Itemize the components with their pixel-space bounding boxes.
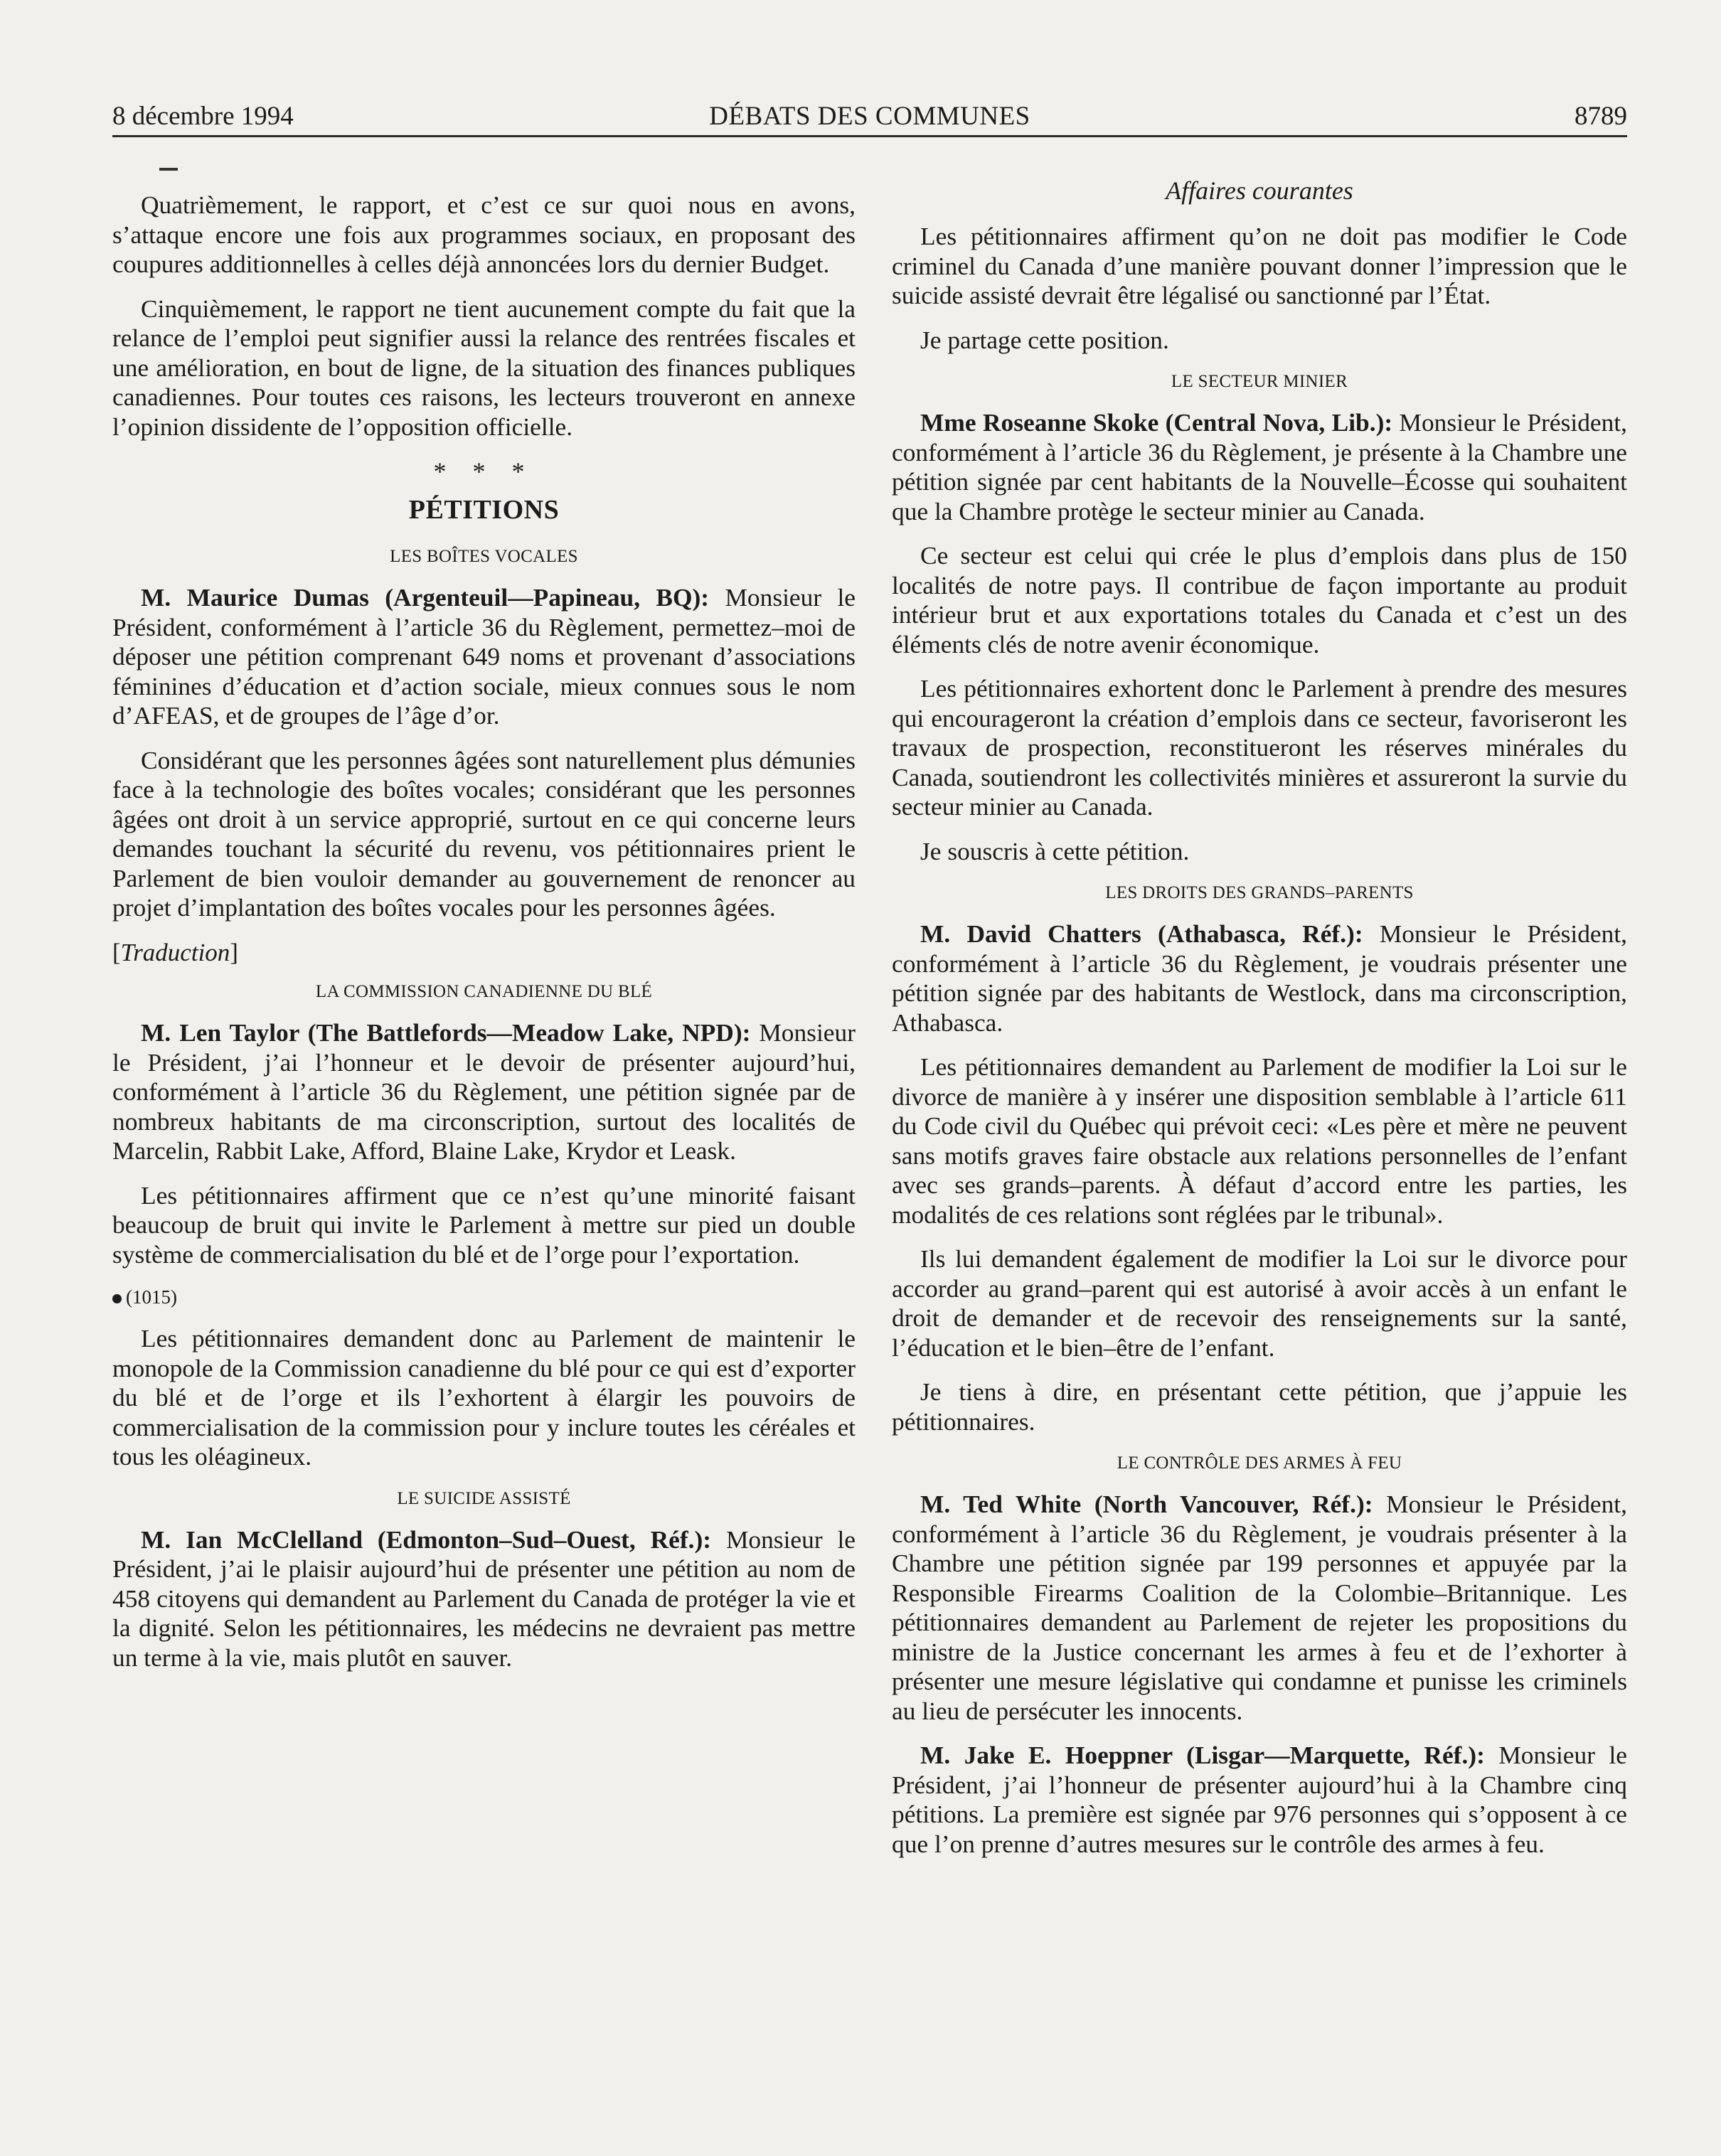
paragraph: Considérant que les personnes âgées sont naturellement plus démunies face à la technologie des boîtes vocales; considérant que les personnes âgées ont droit à un service approprié, surtout en ce qui concerne leurs demandes touchant la sécurité du revenu, vos pétitionnaires prient le Parlement de bien vouloir demander au gouvernement de renoncer au projet d’implantation des boîtes vocales pour les personnes âgées. — [112, 745, 856, 922]
section-title: PÉTITIONS — [408, 494, 560, 525]
speech-paragraph — [112, 1018, 856, 1166]
speech-text: Monsieur le Président, j’ai l’honneur de présenter aujourd’hui à la Chambre cinq pétitions. La première est signée par 976 personnes qui s’opposent à ce que l’on prenne d’autres mesures sur le contrôle des armes à feu. — [892, 1741, 1627, 1858]
paragraph: Ce secteur est celui qui crée le plus d’emplois dans plus de 150 localités de notre pays. Il contribue de façon importante au produit intérieur brut et aux exportations totales du Canada et c’est un des éléments clés de notre avenir économique. — [892, 541, 1627, 658]
speaker-name: M. Jake E. Hoeppner (Lisgar—Marquette, Réf.): — [920, 1741, 1485, 1769]
paragraph: Ils lui demandent également de modifier la Loi sur le divorce pour accorder au grand–parent qui est autorisé à avoir accès à un enfant le droit de demander et de recevoir des renseignements sur la santé, l’éducation et le bien–être de l’enfant. — [892, 1244, 1627, 1362]
paragraph: Les pétitionnaires affirment que ce n’est qu’une minorité faisant beaucoup de bruit qui invite le Parlement à mettre sur pied un double système de commercialisation du blé et de l’orge pour l’exportation. — [112, 1180, 856, 1269]
right-column — [892, 174, 1627, 1874]
timestamp — [112, 1284, 856, 1310]
speaker-name: Mme Roseanne Skoke (Central Nova, Lib.): — [920, 408, 1393, 437]
margin-dash-mark — [159, 168, 178, 171]
paragraph: Je souscris à cette pétition. — [920, 836, 1190, 865]
speaker-name: M. Maurice Dumas (Argenteuil—Papineau, BQ): — [141, 583, 710, 612]
paragraph: Les pétitionnaires exhortent donc le Parlement à prendre des mesures qui encourageront la création d’emplois dans ce secteur, favoriseront les travaux de prospection, reconstitueront les réserves minérales du Canada, soutiendront les collectivités minières et assureront la survie du secteur minier au Canada. — [892, 674, 1627, 821]
speech-text: Monsieur le Président, j’ai le plaisir aujourd’hui de présenter une pétition au nom de 458 citoyens qui demandent au Parlement du Canada de protéger la vie et la dignité. Selon les pétitionnaires, les médecins ne devraient pas mettre un terme à la vie, mais plutôt en sauver. — [112, 1525, 856, 1672]
page-number: 8789 — [1575, 102, 1627, 131]
paragraph: Je tiens à dire, en présentant cette pétition, que j’appuie les pétitionnaires. — [892, 1377, 1627, 1436]
speech-paragraph — [112, 583, 856, 731]
speaker-name: M. Len Taylor (The Battlefords—Meadow Lake, NPD): — [141, 1018, 751, 1047]
section-separator: * * * — [433, 457, 535, 486]
translation-note: [Traduction] — [112, 938, 238, 966]
speech-text: Monsieur le Président, conformément à l’article 36 du Règlement, je voudrais présenter à la Chambre une pétition signée par 199 personnes et appuyée par la Responsible Firearms Coalition de la Colombie–Britannique. Les pétitionnaires demandent au Parlement de rejeter les propositions du ministre de la Justice concernant les armes à feu et de l’exhorter à présenter une mesure législative qui condamne et punisse les criminels au lieu de persécuter les innocents. — [892, 1490, 1627, 1725]
left-column — [112, 191, 856, 1687]
speech-paragraph — [892, 1490, 1627, 1726]
speech-text: Monsieur le Président, conformément à l’article 36 du Règlement, je voudrais présenter une pétition signée par des habitants de Westlock, dans ma circonscription, Athabasca. — [892, 919, 1627, 1037]
subheading: LA COMMISSION CANADIENNE DU BLÉ — [315, 982, 653, 1001]
paragraph: Quatrièmement, le rapport, et c’est ce sur quoi nous en avons, s’attaque encore une fois aux programmes sociaux, en proposant des coupures additionnelles à celles déjà annoncées lors du dernier Budget. — [112, 191, 856, 278]
speaker-name: M. David Chatters (Athabasca, Réf.): — [920, 919, 1363, 948]
speech-paragraph — [892, 1741, 1627, 1859]
paragraph: Les pétitionnaires affirment qu’on ne doit pas modifier le Code criminel du Canada d’une manière pouvant donner l’impression que le suicide assisté devrait être légalisé ou sanctionné par l’État. — [892, 222, 1627, 309]
subheading: LE SUICIDE ASSISTÉ — [397, 1488, 571, 1508]
paragraph: Cinquièmement, le rapport ne tient aucunement compte du fait que la relance de l’emploi peut signifier aussi la relance des rentrées fiscales et une amélioration, en bout de ligne, de la situation des finances publiques canadiennes. Pour toutes ces raisons, les lecteurs trouveront en annexe l’opinion dissidente de l’opposition officielle. — [112, 294, 856, 441]
speech-paragraph — [892, 408, 1627, 526]
subheading: LES BOÎTES VOCALES — [390, 547, 578, 566]
subheading: LE CONTRÔLE DES ARMES À FEU — [1117, 1453, 1402, 1473]
page-header — [112, 98, 1627, 137]
bullet-icon — [112, 1294, 122, 1303]
speech-paragraph — [112, 1525, 856, 1673]
paragraph: Les pétitionnaires demandent au Parlement de modifier la Loi sur le divorce de manière à y insérer une disposition semblable à l’article 611 du Code civil du Québec qui prévoit ceci: «Les père et mère ne peuvent sans motifs graves faire obstacle aux relations personnelles de l’enfant avec ses grands–parents. À défaut d’accord entre les parties, les modalités de ces relations sont réglées par le tribunal». — [892, 1052, 1627, 1229]
paragraph: Je partage cette position. — [920, 325, 1169, 354]
speech-text: Monsieur le Président, conformément à l’article 36 du Règlement, je présente à la Chambre une pétition signée par cent habitants de la Nouvelle–Écosse qui souhaitent que la Chambre protège le secteur minier au Canada. — [892, 408, 1627, 525]
speaker-name: M. Ted White (North Vancouver, Réf.): — [920, 1490, 1373, 1518]
header-title: DÉBATS DES COMMUNES — [709, 102, 1030, 131]
running-head: Affaires courantes — [1166, 176, 1353, 205]
subheading: LES DROITS DES GRANDS–PARENTS — [1105, 883, 1414, 902]
subheading: LE SECTEUR MINIER — [1171, 372, 1348, 391]
speaker-name: M. Ian McClelland (Edmonton–Sud–Ouest, Réf.): — [141, 1525, 712, 1554]
speech-paragraph — [892, 919, 1627, 1037]
speech-text: Monsieur le Président, j’ai l’honneur et le devoir de présenter aujourd’hui, conformément à l’article 36 du Règlement, une pétition signée par de nombreux habitants de ma circonscription, surtout des localités de Marcelin, Rabbit Lake, Afford, Blaine Lake, Krydor et Leask. — [112, 1018, 856, 1165]
speech-text: Monsieur le Président, conformément à l’article 36 du Règlement, permettez–moi de déposer une pétition comprenant 649 noms et provenant d’associations féminines d’éducation et d’action sociale, mieux connues sous le nom d’AFEAS, et de groupes de l’âge d’or. — [112, 583, 856, 730]
timestamp-text: (1015) — [126, 1286, 177, 1308]
translation-note-word: Traduction — [120, 938, 230, 966]
paragraph: Les pétitionnaires demandent donc au Parlement de maintenir le monopole de la Commission canadienne du blé pour ce qui est d’exporter du blé et de l’orge et ils l’exhortent à élargir les pouvoirs de commercialisation de la commission pour y inclure toutes les céréales et tous les oléagineux. — [112, 1324, 856, 1471]
header-date: 8 décembre 1994 — [112, 102, 294, 131]
